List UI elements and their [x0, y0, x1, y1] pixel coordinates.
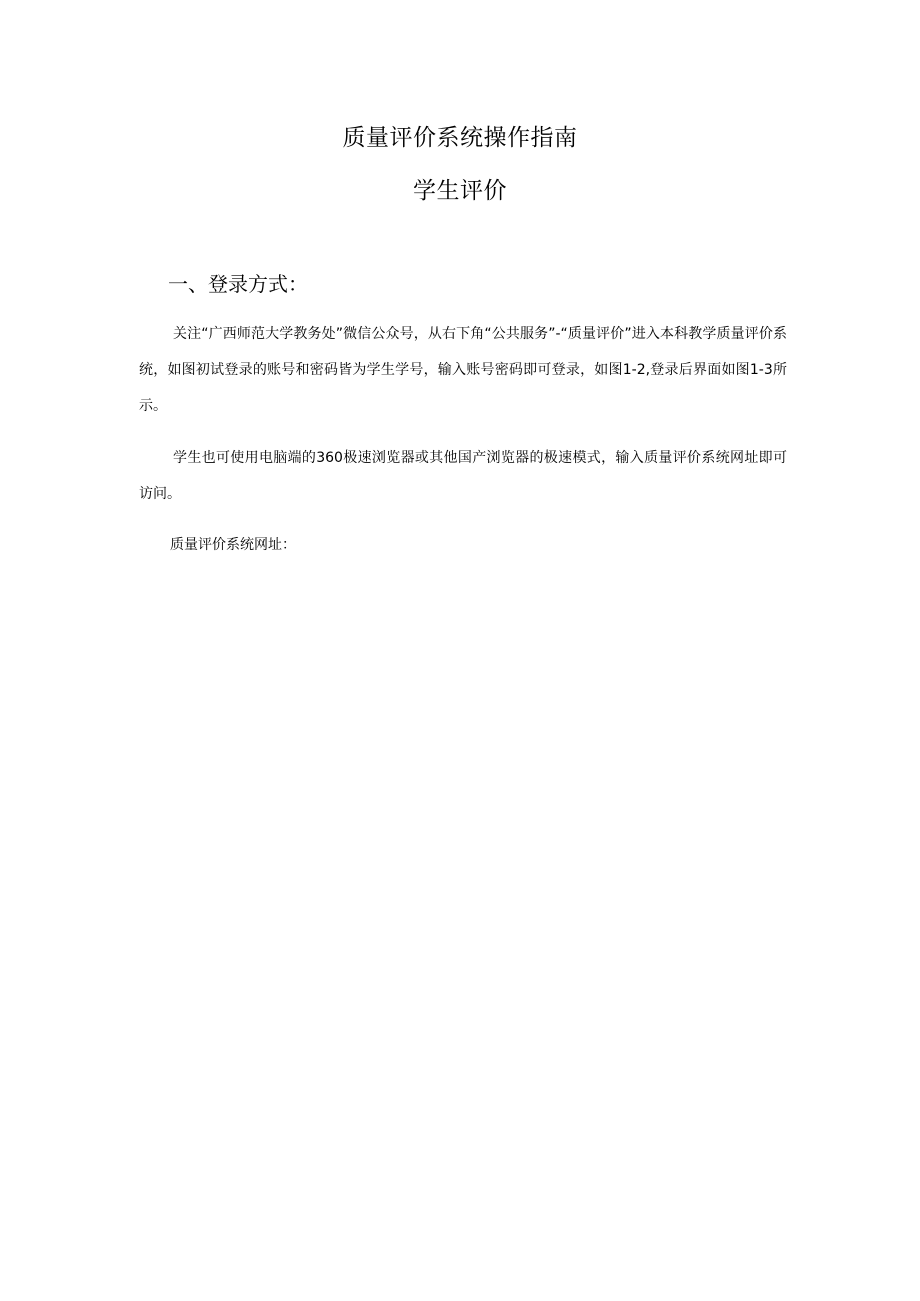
- paragraph-login-browser: 学生也可使用电脑端的360极速浏览器或其他国产浏览器的极速模式，输入质量评价系统网址即可访问。: [139, 450, 787, 502]
- document-subtitle: 学生评价: [413, 178, 507, 204]
- section-heading-login: 一、登录方式：: [168, 272, 308, 296]
- paragraph-login-wechat: 关注“广西师范大学教务处”微信公众号，从右下角“公共服务”-“质量评价”进入本科教学质量评价系统，如图初试登录的账号和密码皆为学生学号，输入账号密码即可登录，如图1-2,登录后界面如图1-3所示。: [139, 326, 787, 414]
- system-url-label: 质量评价系统网址：: [170, 537, 296, 553]
- document-title: 质量评价系统操作指南: [342, 125, 578, 151]
